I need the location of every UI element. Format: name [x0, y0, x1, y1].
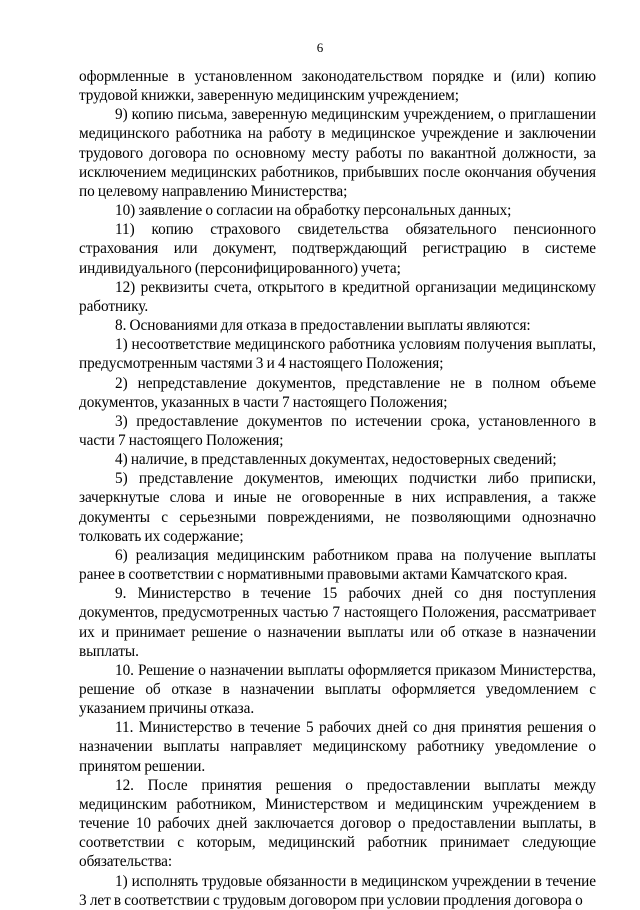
refusal-item-5: 5) представление документов, имеющих подчистки либо приписки, зачеркнутые слова и иные не оговоренные в них исправления, а также документы с серьезными повреждениями, не позволяющими однозначно толковать их содержание;	[79, 470, 596, 545]
clause-12: 12. После принятия решения о предоставлении выплаты между медицинским работником, Министерством и медицинским учреждением в течение 10 рабочих дней заключается договор о предоставлении выплаты, в соответствии с которым, медицинский работник принимает следующие обязательства:	[79, 776, 596, 871]
document-body	[79, 67, 596, 910]
list-item-9: 9) копию письма, заверенную медицинским учреждением, о приглашении медицинского работника на работу в медицинское учреждение и заключении трудового договора по основному месту работы по вакантной должности, за исключением медицинских работников, прибывших после окончания обучения по целевому направлению Министерства;	[79, 106, 596, 200]
refusal-item-1: 1) несоответствие медицинского работника условиям получения выплаты, предусмотренным частями 3 и 4 настоящего Положения;	[79, 336, 596, 373]
clause-11: 11. Министерство в течение 5 рабочих дней со дня принятия решения о назначении выплаты направляет медицинскому работнику уведомление о принятом решении.	[79, 719, 596, 775]
obligation-item-1: 1) исполнять трудовые обязанности в медицинском учреждении в течение 3 лет в соответствии с трудовым договором при условии продления договора о	[79, 872, 596, 909]
list-item-10: 10) заявление о согласии на обработку персональных данных;	[115, 202, 512, 220]
refusal-item-6: 6) реализация медицинским работником права на получение выплаты ранее в соответствии с нормативными правовыми актами Камчатского края.	[79, 546, 596, 584]
clause-8-heading: 8. Основаниями для отказа в предоставлении выплаты являются:	[115, 317, 531, 335]
list-item-12: 12) реквизиты счета, открытого в кредитной организации медицинскому работнику.	[79, 278, 596, 315]
page-number: 6	[316, 40, 324, 55]
refusal-item-3: 3) предоставление документов по истечении срока, установленного в части 7 настоящего Положения;	[79, 412, 596, 449]
clause-9: 9. Министерство в течение 15 рабочих дней со дня поступления документов, предусмотренных частью 7 настоящего Положения, рассматривает их и принимает решение о назначении выплаты или об отказе в назначении выплаты.	[79, 585, 596, 660]
refusal-item-2: 2) непредставление документов, представление не в полном объеме документов, указанных в части 7 настоящего Положения;	[79, 374, 596, 411]
paragraph-continuation: оформленные в установленном законодательством порядке и (или) копию трудовой книжки, заверенную медицинским учреждением;	[79, 68, 596, 105]
refusal-item-4: 4) наличие, в представленных документах, недостоверных сведений;	[115, 451, 557, 469]
list-item-11: 11) копию страхового свидетельства обязательного пенсионного страхования или документ, подтверждающий регистрацию в системе индивидуального (персонифицированного) учета;	[79, 221, 596, 277]
clause-10: 10. Решение о назначении выплаты оформляется приказом Министерства, решение об отказе в назначении выплаты оформляется уведомлением с указанием причины отказа.	[79, 661, 596, 718]
